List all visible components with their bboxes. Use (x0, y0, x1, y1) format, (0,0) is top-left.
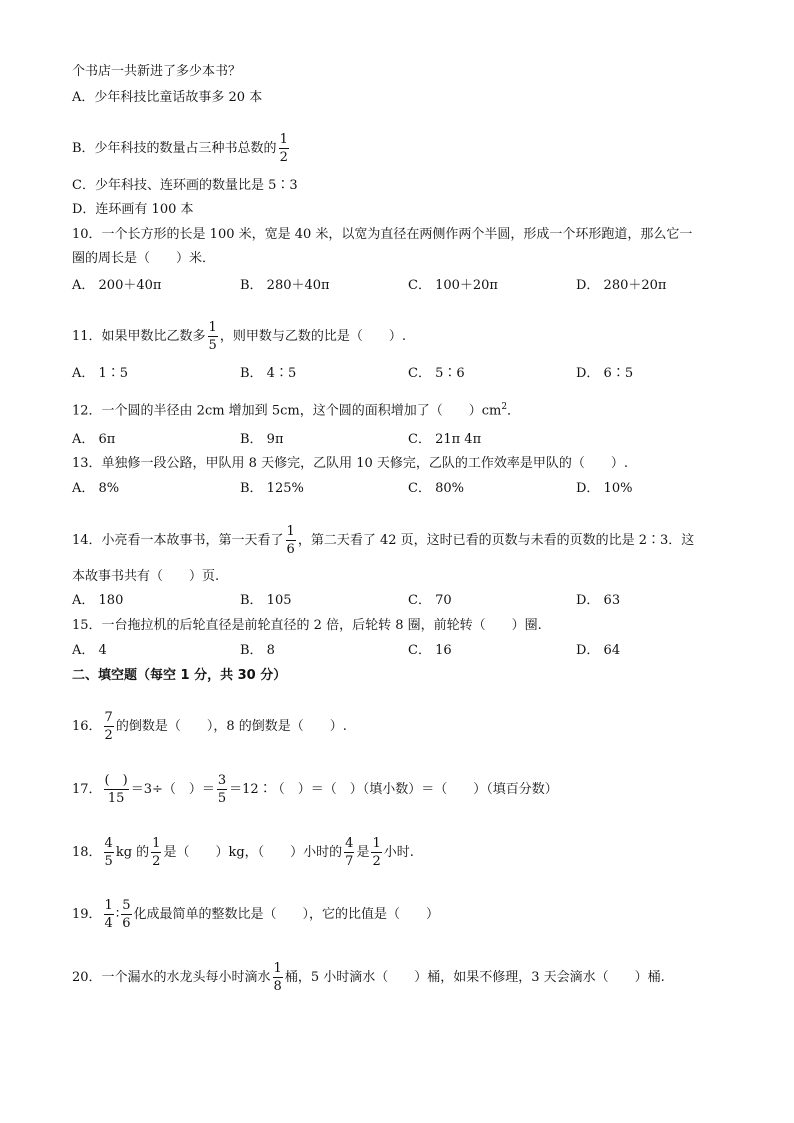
fraction-denominator: 4 (104, 916, 113, 931)
q18-fraction-2 (151, 836, 161, 869)
q18-fraction-4 (371, 836, 381, 869)
q14-stem (72, 524, 694, 557)
fraction-numerator: 4 (345, 836, 354, 851)
q17-fraction-1 (104, 773, 129, 806)
q18-fraction-1 (104, 836, 114, 869)
q15-option-d: D． 64 (576, 643, 621, 658)
fraction-denominator: 6 (286, 542, 295, 557)
q18-text-4: 小时. (383, 845, 414, 860)
q13-option-a: A． 8% (72, 481, 120, 496)
q12-option-b: B． 9π (240, 432, 284, 447)
fraction-numerator: 1 (104, 898, 113, 913)
q11-option-b: B． 4∶5 (240, 366, 297, 381)
q14-option-b: B． 105 (240, 593, 292, 608)
q10-option-b: B． 280＋40π (240, 278, 330, 293)
q10-options (72, 277, 732, 295)
q10-stem-line2: 圈的周长是（ ）米． (72, 251, 216, 266)
q10-option-d: D． 280＋20π (576, 278, 667, 293)
fraction-numerator: 7 (104, 710, 113, 725)
q10-option-a: A． 200＋40π (72, 278, 162, 293)
fraction-numerator: 1 (152, 836, 161, 851)
q17-stem (72, 773, 558, 806)
q14-option-a: A． 180 (72, 593, 124, 608)
q16-stem-post: 的倒数是（ ），8 的倒数是（ ）. (115, 719, 347, 734)
q9-option-b-text: B．少年科技的数量占三种书总数的 (72, 141, 277, 156)
q12-stem-pre: 12．一个圆的半径由 2cm 增加到 5cm，这个圆的面积增加了（ ）cm (72, 403, 502, 419)
q19-label: 19． (72, 907, 102, 922)
q14-options (72, 592, 732, 610)
q19-colon: ∶ (115, 907, 120, 922)
fraction-denominator: 5 (208, 338, 217, 353)
q14-fraction (286, 524, 296, 557)
q9-option-b-fraction (279, 132, 289, 165)
q15-option-b: B． 8 (240, 643, 275, 658)
q17-fraction-2 (217, 773, 227, 806)
fraction-numerator: 3 (217, 773, 227, 788)
q13-option-d: D． 10% (576, 481, 633, 496)
q15-option-a: A． 4 (72, 643, 107, 658)
q19-stem (72, 898, 439, 931)
q14-stem-line2: 本故事书共有（ ）页. (72, 569, 220, 584)
q18-fraction-3 (344, 836, 354, 869)
fraction-denominator: 6 (122, 916, 131, 931)
q10-stem-line1: 10．一个长方形的长是 100 米，宽是 40 米，以宽为直径在两侧作两个半圆，形成一个环形跑道，那么它一 (72, 227, 693, 242)
q9-option-c: C．少年科技、连环画的数量比是 5∶3 (72, 178, 298, 193)
q11-options (72, 365, 732, 383)
q13-options (72, 480, 732, 498)
q18-stem (72, 836, 414, 869)
q11-option-d: D． 6∶5 (576, 366, 634, 381)
fraction-numerator: 4 (104, 836, 113, 851)
q19-stem-post: 化成最简单的整数比是（ ），它的比值是（ ） (133, 907, 440, 922)
q18-text-2: 是（ ）kg，（ ）小时的 (163, 845, 343, 860)
q11-fraction (208, 320, 218, 353)
q17-stem-mid: ＝3÷（ ）＝ (130, 782, 215, 797)
fraction-numerator: 1 (372, 836, 381, 851)
q11-option-a: A． 1∶5 (72, 366, 129, 381)
q11-stem-post: ，则甲数与乙数的比是（ ）. (219, 329, 406, 344)
q18-text-1: kg 的 (115, 845, 150, 860)
q13-option-c: C． 80% (408, 481, 464, 496)
q14-option-d: D． 63 (576, 593, 621, 608)
q18-text-3: 是 (356, 845, 370, 860)
q20-stem-post: 桶，5 小时滴水（ ）桶，如果不修理，3 天会滴水（ ）桶. (284, 970, 665, 985)
fraction-numerator: 1 (208, 320, 217, 335)
q19-fraction-2 (121, 898, 131, 931)
q9-option-d: D．连环画有 100 本 (72, 202, 194, 217)
q15-options (72, 642, 732, 660)
fraction-denominator: 2 (279, 150, 288, 165)
q12-option-a: A． 6π (72, 432, 116, 447)
fraction-denominator: 8 (273, 979, 282, 994)
q11-stem (72, 320, 406, 353)
q20-fraction (273, 961, 283, 994)
q13-stem: 13．单独修一段公路，甲队用 8 天修完，乙队用 10 天修完，乙队的工作效率是甲队的（ ）. (72, 456, 629, 471)
q14-stem-post: ，第二天看了 42 页，这时已看的页数与未看的页数的比是 2∶3．这 (297, 533, 695, 548)
q14-option-c: C． 70 (408, 593, 452, 608)
q15-stem: 15．一台拖拉机的后轮直径是前轮直径的 2 倍，后轮转 8 圈，前轮转（ ）圈. (72, 618, 542, 633)
q9-option-a: A．少年科技比童话故事多 20 本 (72, 90, 263, 105)
q12-option-c: C． 21π 4π (408, 432, 482, 447)
q9-option-b (72, 132, 291, 165)
fraction-numerator: 1 (279, 132, 288, 147)
fraction-numerator: ( ) (104, 773, 128, 788)
fraction-denominator: 2 (152, 854, 161, 869)
q17-stem-post: ＝12∶（ ）＝（ ）（填小数）＝（ ）（填百分数） (229, 782, 558, 797)
q16-fraction (104, 710, 114, 743)
q20-stem-pre: 20．一个漏水的水龙头每小时滴水 (72, 970, 271, 985)
section-2-title: 二、填空题（每空 1 分，共 30 分） (72, 668, 287, 683)
q16-label: 16． (72, 719, 102, 734)
q15-option-c: C． 16 (408, 643, 452, 658)
q12-stem (72, 398, 520, 420)
q10-option-c: C． 100＋20π (408, 278, 498, 293)
fraction-denominator: 2 (104, 728, 113, 743)
q16-stem (72, 710, 347, 743)
q17-label: 17． (72, 782, 102, 797)
q12-stem-post: ． (507, 403, 521, 419)
fraction-numerator: 1 (286, 524, 295, 539)
fraction-numerator: 5 (122, 898, 131, 913)
fraction-denominator: 7 (345, 854, 354, 869)
fraction-denominator: 2 (372, 854, 381, 869)
fraction-denominator: 5 (104, 854, 113, 869)
fraction-denominator: 5 (217, 791, 227, 806)
q18-label: 18． (72, 845, 102, 860)
fraction-numerator: 1 (273, 961, 282, 976)
q9-stem-tail: 个书店一共新进了多少本书？ (72, 64, 242, 79)
q11-option-c: C． 5∶6 (408, 366, 465, 381)
q14-stem-pre: 14．小亮看一本故事书，第一天看了 (72, 533, 284, 548)
q11-stem-pre: 11．如果甲数比乙数多 (72, 329, 206, 344)
q13-option-b: B． 125% (240, 481, 304, 496)
q20-stem (72, 961, 665, 994)
q19-fraction-1 (104, 898, 114, 931)
fraction-denominator: 15 (107, 791, 125, 806)
q12-superscript: 2 (501, 402, 508, 412)
q12-options (72, 431, 732, 449)
